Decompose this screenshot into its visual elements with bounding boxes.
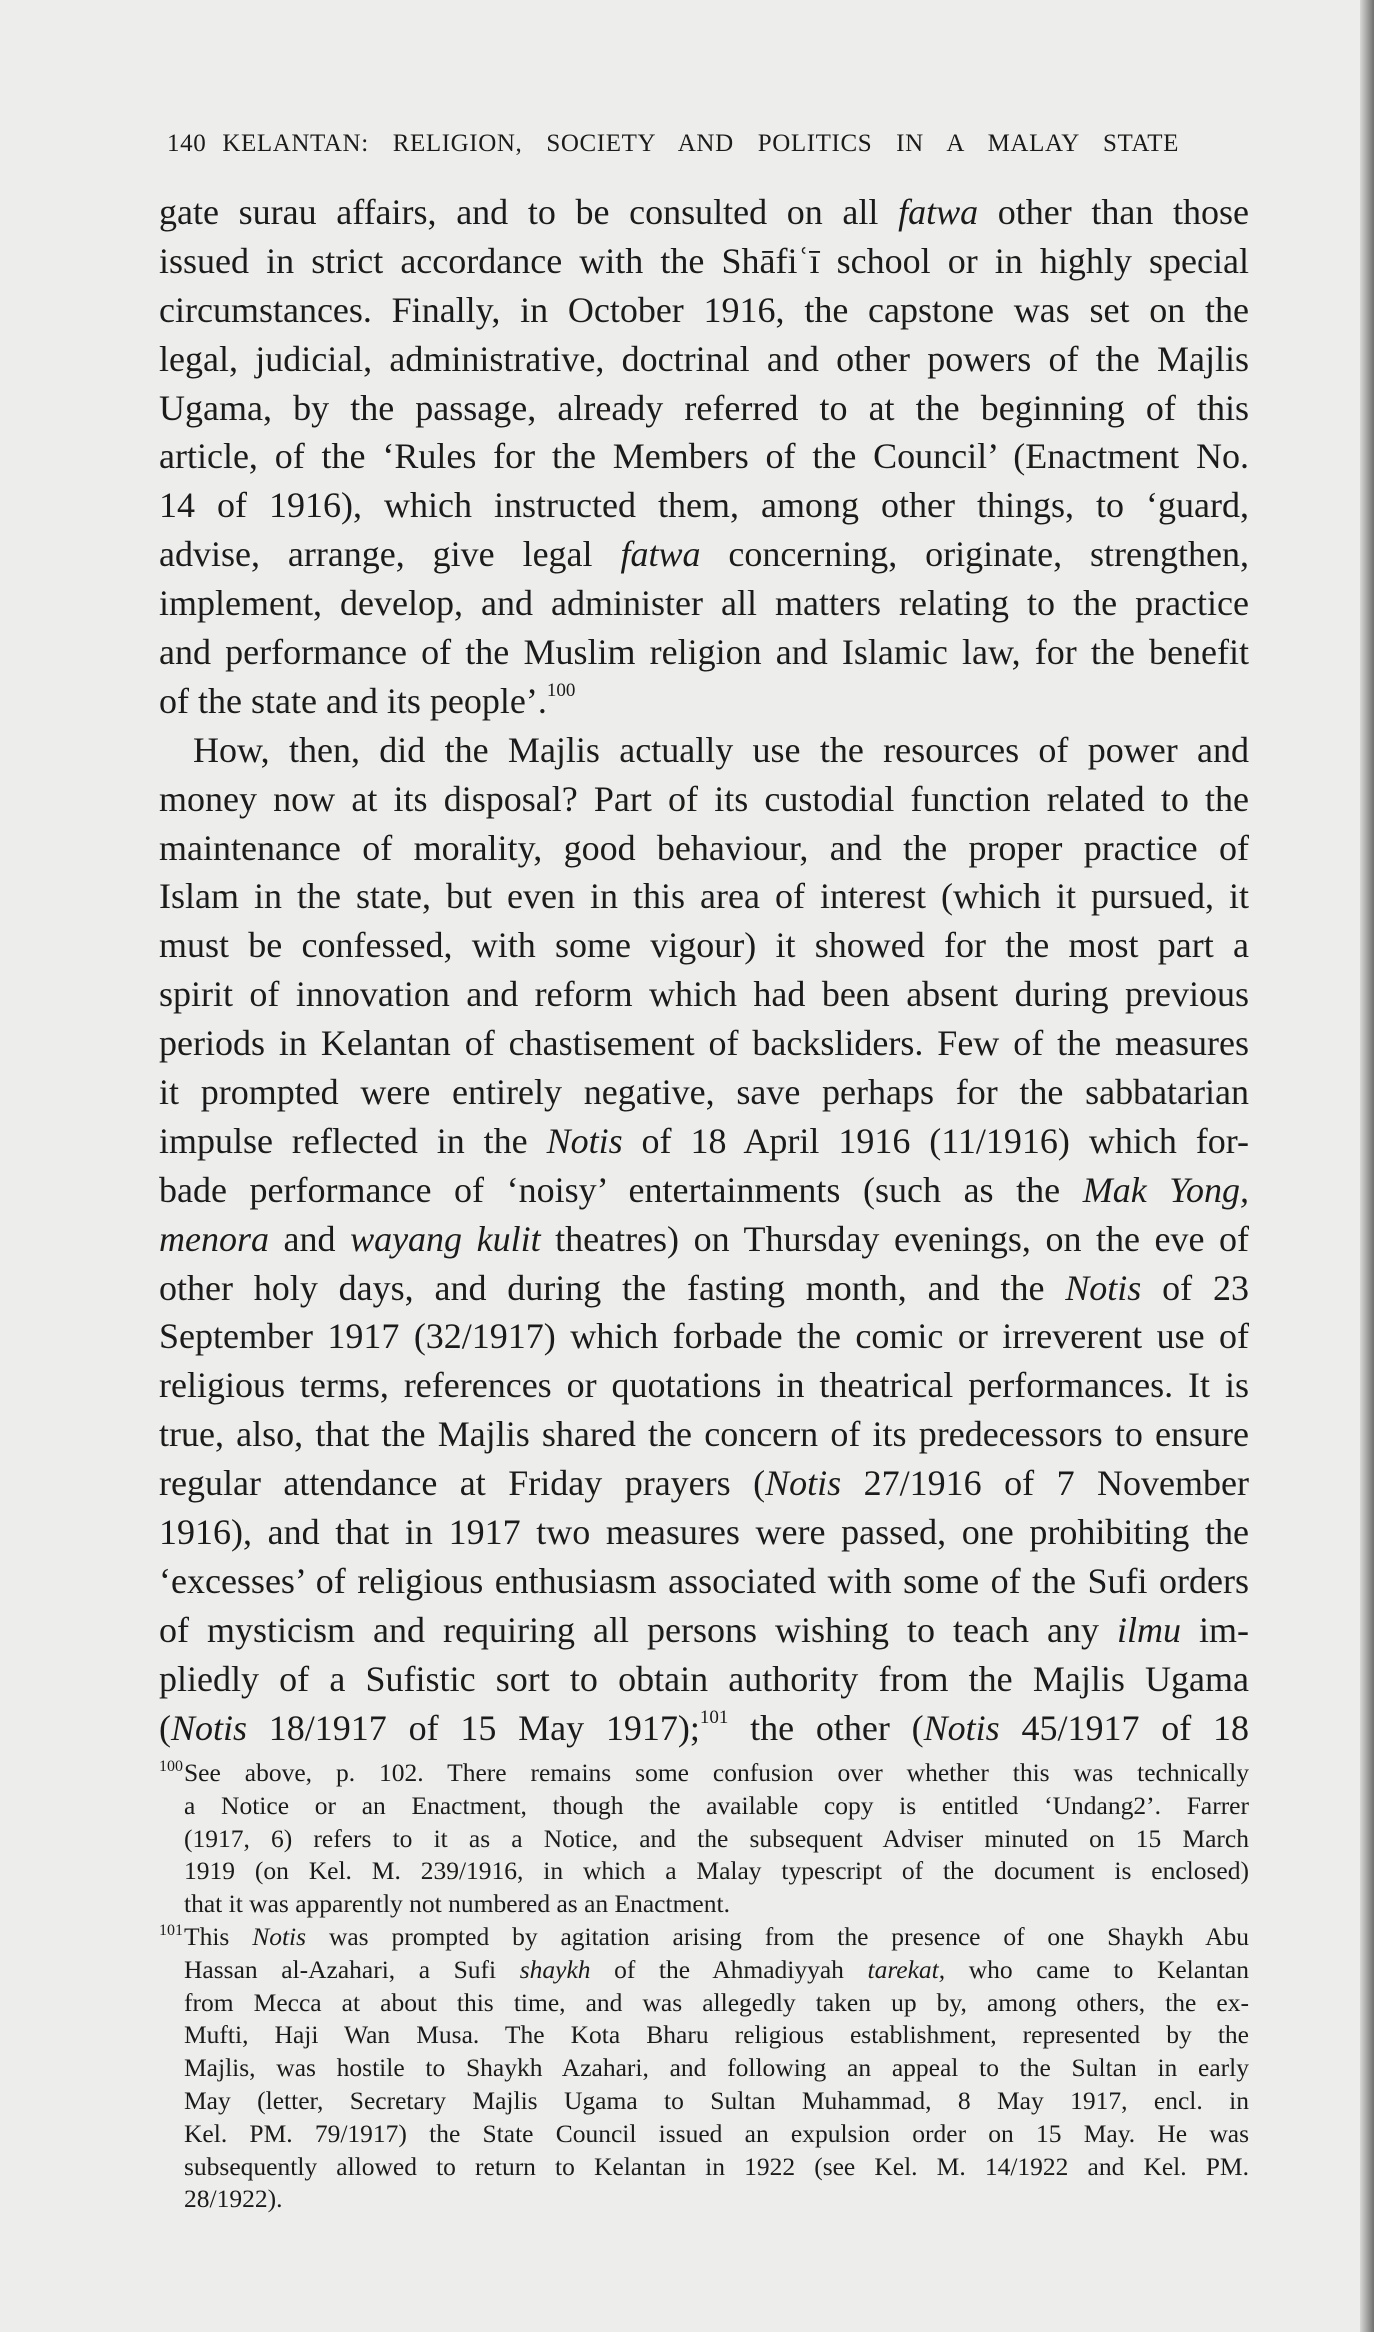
text-run: Mufti, Haji Wan Musa. The Kota Bharu religious establishment, represented by the — [184, 2020, 1249, 2050]
text-run: 45/1917 of 18 — [999, 1707, 1250, 1748]
body-line — [159, 1166, 1249, 1215]
body-line — [159, 824, 1249, 873]
text-run: issued in strict accordance with the Shāfiʿī school or in highly special — [159, 240, 1249, 281]
italic-text: fatwa — [620, 534, 701, 575]
text-run: article, of the ‘Rules for the Members of the Council’ (Enactment No. — [159, 436, 1249, 477]
text-run: of 18 April 1916 (11/1916) which for- — [622, 1120, 1249, 1161]
body-line — [159, 1312, 1249, 1361]
body-text — [159, 188, 1249, 1753]
text-run: and performance of the Muslim religion and Islamic law, for the benefit — [159, 632, 1249, 673]
text-run: of the state and its people’. — [159, 680, 547, 721]
italic-text: menora — [159, 1218, 269, 1259]
running-title: KELANTAN: RELIGION, SOCIETY AND POLITICS IN A MALAY STATE — [222, 130, 1179, 157]
italic-text: fatwa — [898, 192, 979, 232]
text-run: was prompted by agitation arising from the presence of one Shaykh Abu — [306, 1921, 1249, 1951]
text-run: must be confessed, with some vigour) it showed for the most part a — [159, 925, 1249, 966]
footnote-line — [159, 2052, 1249, 2085]
footnote-reference: 100 — [546, 679, 576, 701]
footnote-number: 100 — [159, 1758, 183, 1775]
body-line — [159, 628, 1249, 677]
text-run: it prompted were entirely negative, save perhaps for the sabbatarian — [159, 1072, 1249, 1113]
footnote-line — [159, 2085, 1249, 2118]
body-line — [159, 335, 1249, 384]
text-run: theatres) on Thursday evenings, on the eve of — [540, 1218, 1249, 1259]
body-line — [159, 237, 1249, 286]
text-run: money now at its disposal? Part of its custodial function related to the — [159, 778, 1249, 819]
body-line — [159, 726, 1249, 775]
body-line — [159, 775, 1249, 824]
text-run: legal, judicial, administrative, doctrinal and other powers of the Majlis — [159, 338, 1249, 379]
footnote-line — [159, 2151, 1249, 2184]
footnote-line — [159, 2118, 1249, 2151]
italic-text: ilmu — [1116, 1609, 1181, 1650]
text-run: May (letter, Secretary Majlis Ugama to Sultan Muhammad, 8 May 1917, encl. in — [184, 2085, 1249, 2115]
text-run: of the Ahmadiyyah — [590, 1954, 868, 1984]
text-run: 1919 (on Kel. M. 239/1916, in which a Malay typescript of the document is enclosed) — [184, 1856, 1249, 1886]
footnote-line — [159, 1855, 1249, 1888]
body-line — [159, 286, 1249, 335]
footnote-line — [159, 1790, 1249, 1823]
text-run: other than those — [978, 192, 1249, 232]
body-line — [159, 1361, 1249, 1410]
text-run: 27/1916 of 7 November — [841, 1463, 1250, 1504]
footnote-line — [159, 1921, 1249, 1954]
text-run: See above, p. 102. There remains some confusion over whether this was technically — [184, 1758, 1249, 1787]
body-line — [159, 1459, 1249, 1508]
body-line — [159, 970, 1249, 1019]
body-line — [159, 1704, 1249, 1753]
body-line — [159, 1557, 1249, 1606]
text-run: pliedly of a Sufistic sort to obtain authority from the Majlis Ugama — [159, 1658, 1249, 1699]
text-run: circumstances. Finally, in October 1916, the capstone was set on the — [159, 289, 1249, 330]
body-line — [159, 1117, 1249, 1166]
text-run: concerning, originate, strengthen, — [700, 534, 1249, 575]
body-line — [159, 1264, 1249, 1313]
text-run: im- — [1180, 1609, 1249, 1650]
page-number: 140 — [167, 130, 207, 157]
text-run: Islam in the state, but even in this area of interest (which it pursued, it — [159, 876, 1249, 917]
italic-text: Notis — [252, 1921, 307, 1951]
body-line — [159, 872, 1249, 921]
text-run: How, then, did the Majlis actually use the resources of power and — [193, 729, 1249, 770]
body-line — [159, 481, 1249, 530]
text-run: who came to Kelantan — [945, 1954, 1249, 1984]
text-run: impulse reflected in the — [159, 1120, 547, 1161]
text-run: 28/1922). — [184, 2184, 283, 2214]
text-run: maintenance of morality, good behaviour, and the proper practice of — [159, 827, 1249, 868]
body-line — [159, 1655, 1249, 1704]
body-line — [159, 384, 1249, 433]
text-run: a Notice or an Enactment, though the available copy is entitled ‘Undang2’. Farrer — [184, 1790, 1249, 1820]
text-run: September 1917 (32/1917) which forbade the comic or irreverent use of — [159, 1316, 1249, 1357]
footnote-line — [159, 2183, 1249, 2216]
body-line — [159, 530, 1249, 579]
body-line — [159, 1215, 1249, 1264]
text-run: Ugama, by the passage, already referred to at the beginning of this — [159, 387, 1249, 428]
body-line — [159, 677, 1249, 726]
body-line — [159, 579, 1249, 628]
body-line — [159, 1410, 1249, 1459]
text-run: regular attendance at Friday prayers ( — [159, 1463, 766, 1504]
text-run: Hassan al-Azahari, a Sufi — [184, 1954, 520, 1984]
text-run: This — [184, 1921, 253, 1951]
body-line — [159, 1508, 1249, 1557]
text-run: advise, arrange, give legal — [159, 534, 621, 575]
footnote-line — [159, 1888, 1249, 1921]
text-run: (1917, 6) refers to it as a Notice, and the subsequent Adviser minuted on 15 March — [184, 1823, 1249, 1853]
footnote-reference: 101 — [699, 1706, 729, 1728]
text-run: 18/1917 of 15 May 1917); — [247, 1707, 700, 1748]
text-run: of 23 — [1141, 1267, 1249, 1308]
italic-text: Mak Yong, — [1082, 1169, 1249, 1210]
footnote-line — [159, 2019, 1249, 2052]
footnote-line — [159, 1987, 1249, 2020]
text-run: and — [269, 1218, 351, 1259]
text-run: Majlis, was hostile to Shaykh Azahari, and following an appeal to the Sultan in early — [184, 2053, 1249, 2083]
text-run: bade performance of ‘noisy’ entertainments (such as the — [159, 1169, 1083, 1210]
text-run: other holy days, and during the fasting month, and the — [159, 1267, 1066, 1308]
text-run: true, also, that the Majlis shared the concern of its predecessors to ensure — [159, 1414, 1249, 1455]
body-line — [159, 1068, 1249, 1117]
text-run: Kel. PM. 79/1917) the State Council issued an expulsion order on 15 May. He was — [184, 2118, 1249, 2148]
running-header — [167, 130, 1179, 158]
body-line — [159, 1019, 1249, 1068]
text-run: 14 of 1916), which instructed them, among other things, to ‘guard, — [159, 485, 1249, 526]
text-run: ‘excesses’ of religious enthusiasm associated with some of the Sufi orders — [159, 1560, 1249, 1601]
text-run: spirit of innovation and reform which had been absent during previous — [159, 974, 1249, 1015]
italic-text: wayang kulit — [350, 1218, 541, 1259]
text-run: the other ( — [728, 1707, 924, 1748]
text-run: periods in Kelantan of chastisement of backsliders. Few of the measures — [159, 1023, 1249, 1064]
page-edge — [1360, 0, 1374, 2332]
text-run: gate surau affairs, and to be consulted on all — [159, 192, 899, 232]
footnote-line — [159, 1954, 1249, 1987]
footnote-line — [159, 1823, 1249, 1856]
text-run: 1916), and that in 1917 two measures were passed, one prohibiting the — [159, 1512, 1249, 1553]
text-run: that it was apparently not numbered as an Enactment. — [184, 1889, 730, 1919]
text-run: ( — [159, 1707, 171, 1748]
body-line — [159, 921, 1249, 970]
text-run: from Mecca at about this time, and was allegedly taken up by, among others, the ex- — [184, 1987, 1249, 2017]
footnote-number: 101 — [159, 1921, 183, 1939]
italic-text: Notis — [923, 1707, 1000, 1748]
italic-text: Notis — [171, 1707, 248, 1748]
italic-text: Notis — [1065, 1267, 1142, 1308]
italic-text: shaykh — [519, 1954, 591, 1984]
italic-text: tarekat, — [867, 1954, 946, 1984]
text-run: of mysticism and requiring all persons wishing to teach any — [159, 1609, 1117, 1650]
italic-text: Notis — [546, 1120, 623, 1161]
text-run: subsequently allowed to return to Kelantan in 1922 (see Kel. M. 14/1922 and Kel. PM. — [184, 2151, 1249, 2181]
body-line — [159, 188, 1249, 237]
footnote-line — [159, 1757, 1249, 1790]
text-run: religious terms, references or quotations in theatrical performances. It is — [159, 1365, 1249, 1406]
italic-text: Notis — [765, 1463, 842, 1504]
body-line — [159, 1606, 1249, 1655]
footnotes — [159, 1757, 1249, 2216]
text-run: implement, develop, and administer all matters relating to the practice — [159, 583, 1249, 624]
body-line — [159, 432, 1249, 481]
